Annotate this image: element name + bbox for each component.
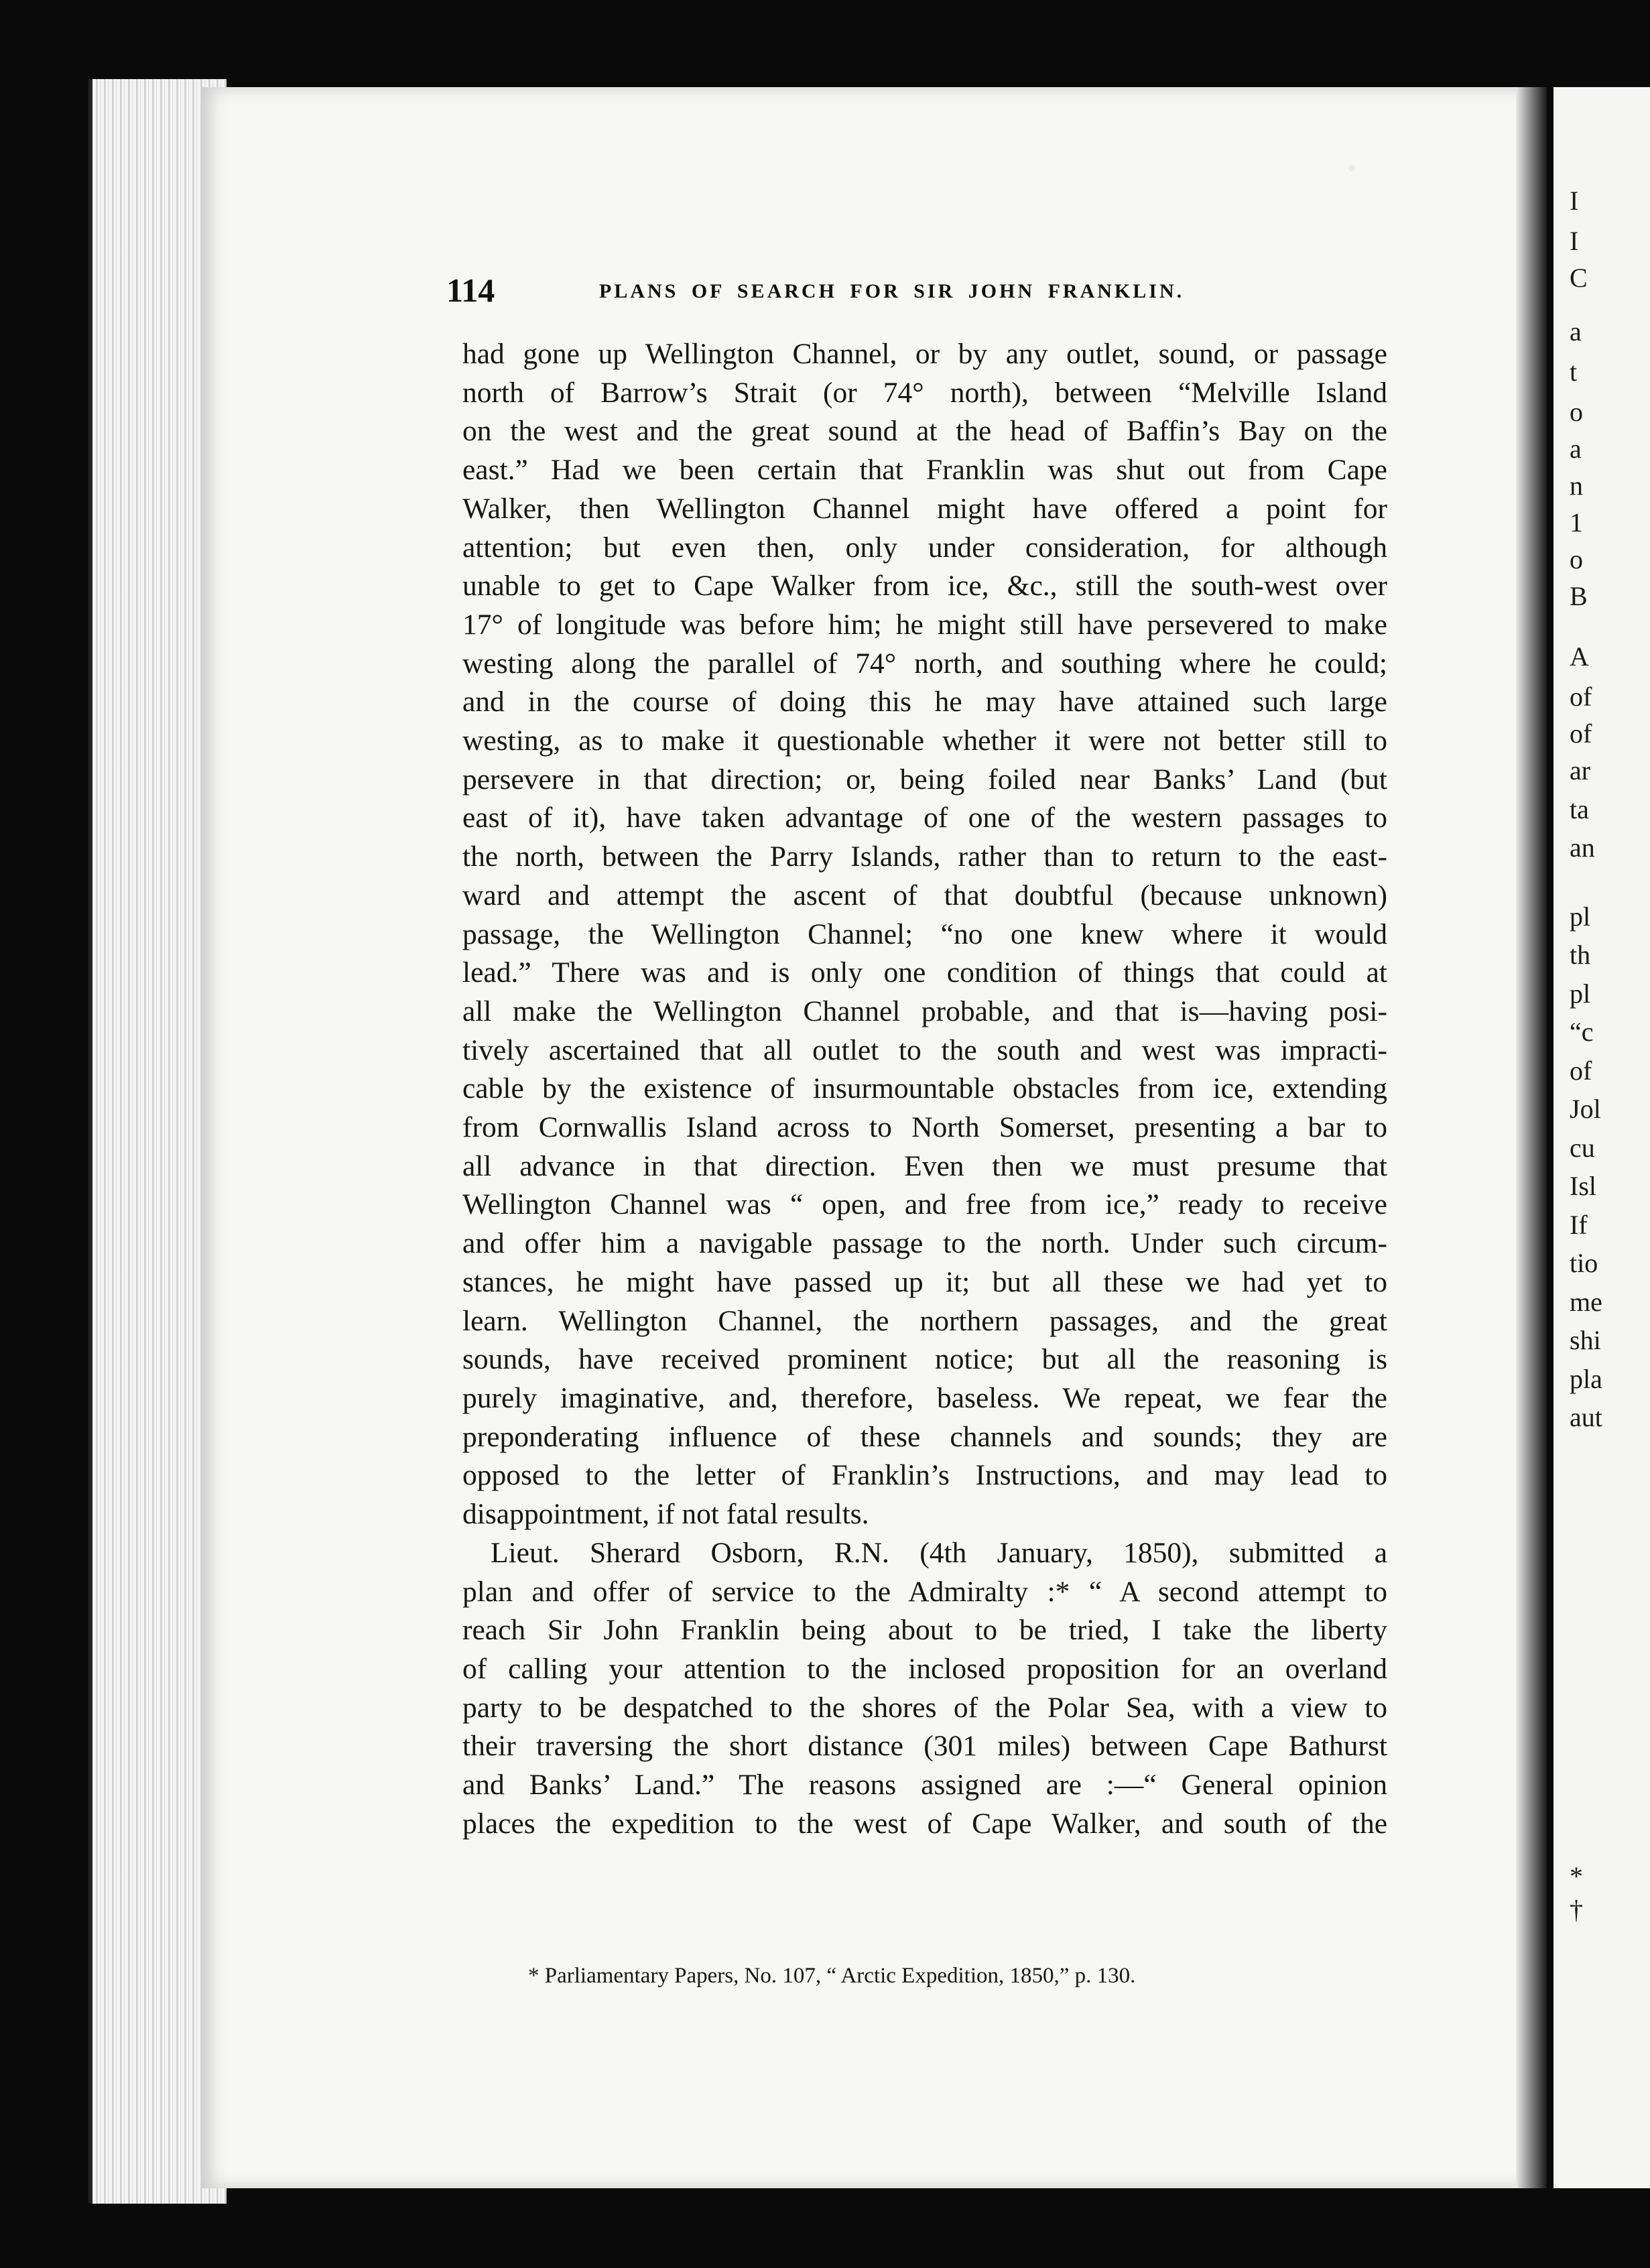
facing-line: If [1570,1210,1588,1240]
text-line: east of it), have taken advantage of one of the western passages to [462,802,1387,834]
facing-line: I [1570,226,1579,256]
facing-line: tio [1570,1248,1598,1278]
dust-speck [1348,165,1355,172]
text-line: and Banks’ Land.” The reasons assigned are :—“ General opinion [462,1769,1387,1802]
facing-line: pl [1570,979,1591,1009]
text-line: Lieut. Sherard Osborn, R.N. (4th January, 1850), submitted a [491,1536,1387,1569]
facing-line: C [1570,263,1588,293]
facing-line: of [1570,718,1592,749]
text-line: and offer him a navigable passage to the north. Under such circum- [462,1227,1387,1260]
text-line: east.” Had we been certain that Franklin was shut out from Cape [462,454,1387,487]
text-line: 17° of longitude was before him; he might still have persevered to make [462,608,1387,641]
facing-line: ta [1570,794,1589,824]
facing-line: pla [1570,1364,1602,1394]
text-line: reach Sir John Franklin being about to be tried, I take the liberty [462,1614,1387,1647]
text-line: ward and attempt the ascent of that doubtful (because unknown) [462,879,1387,911]
running-title: PLANS OF SEARCH FOR SIR JOHN FRANKLIN. [599,280,1185,302]
footnote: * Parliamentary Papers, No. 107, “ Arctic Expedition, 1850,” p. 130. [528,1964,1136,1988]
text-line: learn. Wellington Channel, the northern passages, and the great [462,1304,1387,1337]
gutter-shadow [1516,87,1547,2188]
facing-line: shi [1570,1325,1601,1355]
facing-line: Isl [1570,1171,1596,1201]
text-line: disappointment, if not fatal results. [462,1498,869,1531]
facing-line: “c [1570,1017,1594,1047]
body-text [462,335,1387,1843]
text-line: westing, as to make it questionable whether it were not better still to [462,724,1387,757]
facing-line: me [1570,1287,1602,1317]
facing-line: a [1570,316,1582,346]
facing-line: o [1570,397,1583,427]
text-line: preponderating influence of these channels and sounds; they are [462,1420,1387,1453]
text-line: Walker, then Wellington Channel might have offered a point for [462,492,1387,525]
facing-line: of [1570,682,1592,712]
text-line: places the expedition to the west of Cape Walker, and south of the [462,1807,1387,1840]
facing-line: I [1570,186,1579,216]
text-line: Wellington Channel was “ open, and free from ice,” ready to receive [462,1188,1387,1221]
text-line: attention; but even then, only under consideration, for although [462,531,1387,564]
text-line: all advance in that direction. Even then we must presume that [462,1149,1387,1182]
facing-line: th [1570,940,1591,970]
text-line: lead.” There was and is only one condition of things that could at [462,956,1387,989]
text-line: cable by the existence of insurmountable obstacles from ice, extending [462,1072,1387,1105]
text-line: purely imaginative, and, therefore, baseless. We repeat, we fear the [462,1381,1387,1414]
text-line: all make the Wellington Channel probable, and that is—having posi- [462,995,1387,1027]
facing-line: o [1570,544,1583,574]
page-header [446,271,1224,311]
facing-line: aut [1570,1402,1602,1432]
text-line: sounds, have received prominent notice; but all the reasoning is [462,1343,1387,1376]
facing-line: A [1570,641,1589,672]
facing-line: * [1570,1861,1583,1891]
facing-line: t [1570,357,1578,387]
facing-line: cu [1570,1133,1595,1163]
text-line: westing along the parallel of 74° north, and southing where he could; [462,647,1387,680]
text-line: north of Barrow’s Strait (or 74° north), between “Melville Island [462,376,1387,409]
text-line: their traversing the short distance (301 miles) between Cape Bathurst [462,1730,1387,1763]
text-line: party to be despatched to the shores of the Polar Sea, with a view to [462,1691,1387,1724]
text-line: passage, the Wellington Channel; “no one knew where it would [462,918,1387,950]
facing-line: of [1570,1056,1592,1086]
text-line: plan and offer of service to the Admiralty :* “ A second attempt to [462,1575,1387,1608]
facing-line: an [1570,832,1595,863]
facing-line: Jol [1570,1094,1601,1124]
facing-line: a [1570,434,1582,464]
facing-page-fragment [1553,87,1650,2188]
text-line: from Cornwallis Island across to North Somerset, presenting a bar to [462,1111,1387,1144]
text-line: of calling your attention to the inclosed proposition for an overland [462,1652,1387,1685]
facing-line: 1 [1570,507,1583,538]
text-line: persevere in that direction; or, being foiled near Banks’ Land (but [462,763,1387,796]
text-line: and in the course of doing this he may have attained such large [462,686,1387,718]
facing-line: B [1570,581,1588,611]
text-line: unable to get to Cape Walker from ice, &c., still the south-west over [462,570,1387,603]
text-line: stances, he might have passed up it; but all these we had yet to [462,1265,1387,1298]
text-line: on the west and the great sound at the head of Baffin’s Bay on the [462,415,1387,448]
facing-line: † [1570,1895,1583,1925]
text-line: the north, between the Parry Islands, rather than to return to the east- [462,840,1387,873]
text-line: had gone up Wellington Channel, or by any outlet, sound, or passage [462,338,1387,370]
page-number: 114 [446,271,495,309]
facing-line: pl [1570,901,1591,932]
facing-line: n [1570,470,1583,501]
text-line: tively ascertained that all outlet to the south and west was impracti- [462,1033,1387,1066]
text-line: opposed to the letter of Franklin’s Instructions, and may lead to [462,1459,1387,1492]
facing-line: ar [1570,755,1591,785]
